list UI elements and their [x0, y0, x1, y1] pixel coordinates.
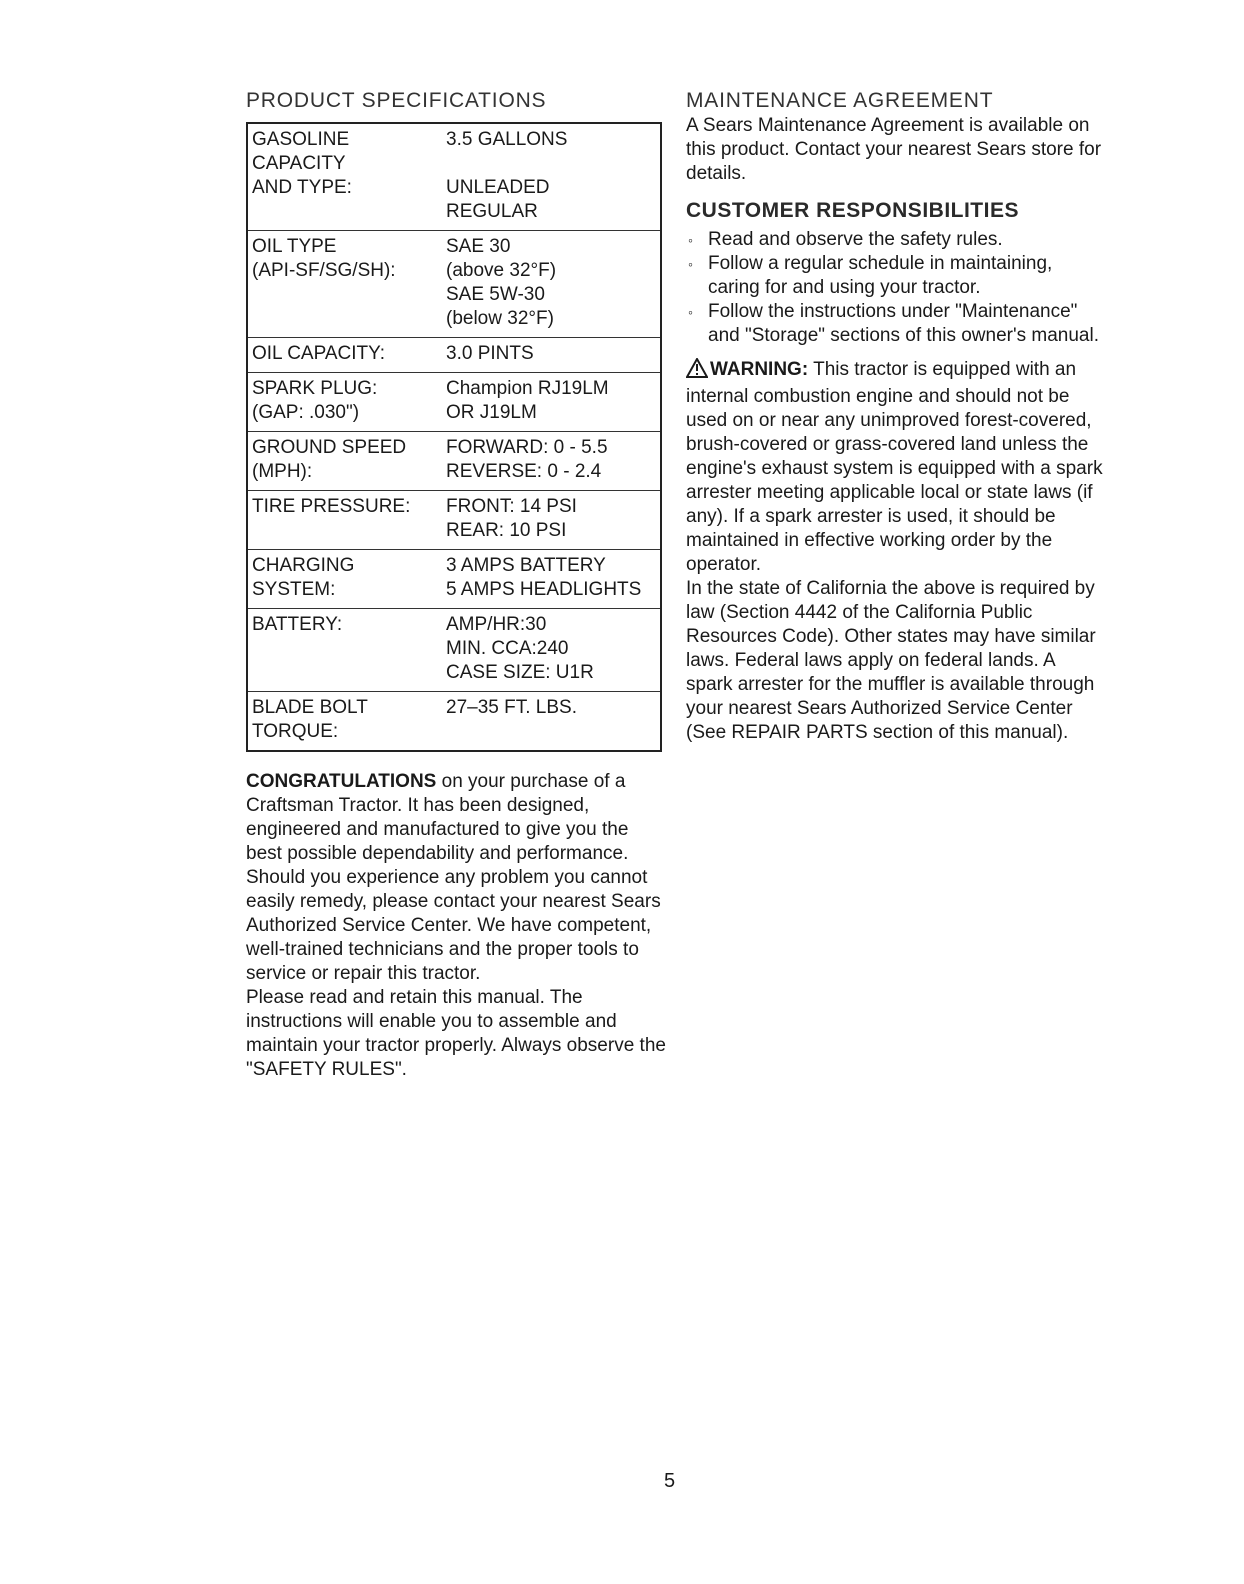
customer-list [686, 228, 1106, 348]
spec-label: OIL CAPACITY: [247, 338, 442, 373]
warning-triangle-icon [686, 358, 708, 385]
specs-heading: PRODUCT SPECIFICATIONS [246, 89, 547, 112]
table-row [247, 550, 661, 609]
bullet-icon: ◦ [688, 256, 693, 272]
table-row [247, 373, 661, 432]
table-row [247, 491, 661, 550]
table-row [247, 609, 661, 692]
retain-manual-paragraph: Please read and retain this manual. The instructions will enable you to assemble and maintain your tractor properly. Always observe the "SAFETY RULES". [246, 987, 666, 1080]
warning-section [686, 358, 1106, 745]
spec-value: 3 AMPS BATTERY 5 AMPS HEADLIGHTS [442, 550, 661, 609]
warning-lead: WARNING: [710, 359, 809, 380]
warning-paragraph [686, 358, 1106, 577]
table-row [247, 123, 661, 231]
spec-value: AMP/HR:30 MIN. CCA:240 CASE SIZE: U1R [442, 609, 661, 692]
congratulations-text: on your purchase of a Craftsman Tractor. It has been designed, engineered and manufactured to give you the best possible dependability and performance. [246, 771, 629, 864]
spec-value: FRONT: 14 PSI REAR: 10 PSI [442, 491, 661, 550]
spec-value: Champion RJ19LM OR J19LM [442, 373, 661, 432]
spec-value: FORWARD: 0 - 5.5 REVERSE: 0 - 2.4 [442, 432, 661, 491]
congratulations-section [246, 770, 666, 1082]
list-item: ◦ Follow the instructions under "Maintenance" and "Storage" sections of this owner's manual. [688, 301, 1099, 346]
spec-label: BATTERY: [247, 609, 442, 692]
table-row [247, 338, 661, 373]
maintenance-text: A Sears Maintenance Agreement is available on this product. Contact your nearest Sears store for details. [686, 115, 1102, 184]
list-item: ◦ Follow a regular schedule in maintaining, caring for and using your tractor. [688, 253, 1053, 298]
california-paragraph: In the state of California the above is required by law (Section 4442 of the California Public Resources Code). Other states may have similar laws. Federal laws apply on federal lands. A spark arrester for the muffler is available through your nearest Sears Authorized Service Center (See REPAIR PARTS section of this manual). [686, 578, 1096, 743]
bullet-icon: ◦ [688, 304, 693, 320]
spec-value: 27–35 FT. LBS. [446, 697, 577, 718]
congratulations-lead: CONGRATULATIONS [246, 771, 437, 792]
customer-heading: CUSTOMER RESPONSIBILITIES [686, 199, 1019, 222]
specs-table [246, 122, 662, 752]
table-row [247, 231, 661, 338]
spec-label: BLADE BOLT TORQUE: [252, 697, 368, 742]
table-row [247, 692, 661, 752]
table-row [247, 432, 661, 491]
spec-label: OIL TYPE (API-SF/SG/SH): [247, 231, 442, 338]
left-column [246, 88, 666, 1082]
warning-text: This tractor is equipped with an internal combustion engine and should not be used on or near any unimproved forest-covered, brush-covered or grass-covered land unless the engine's exhaust system is equipped with a spark arrester meeting applicable local or state laws (if any). If a spark arrester is used, it should be maintained in effective working order by the operator. [686, 359, 1103, 575]
spec-label: SPARK PLUG: (GAP: .030") [247, 373, 442, 432]
service-paragraph: Should you experience any problem you cannot easily remedy, please contact your nearest Sears Authorized Service Center. We have competent, well-trained technicians and the proper tools to service or repair this tractor. [246, 867, 661, 984]
spec-label: GASOLINE CAPACITY AND TYPE: [247, 123, 442, 231]
spec-label: TIRE PRESSURE: [247, 491, 442, 550]
maintenance-heading: MAINTENANCE AGREEMENT [686, 89, 994, 112]
spec-label: CHARGING SYSTEM: [247, 550, 442, 609]
right-column [686, 88, 1106, 745]
list-item: ◦ Read and observe the safety rules. [688, 229, 1003, 250]
spec-value: SAE 30 (above 32°F) SAE 5W-30 (below 32°F) [442, 231, 661, 338]
congratulations-paragraph [246, 770, 666, 866]
spec-value: 3.5 GALLONS UNLEADED REGULAR [442, 123, 661, 231]
page-number: 5 [664, 1470, 676, 1492]
spec-value: 3.0 PINTS [442, 338, 661, 373]
spec-label: GROUND SPEED (MPH): [247, 432, 442, 491]
bullet-icon: ◦ [688, 232, 693, 248]
